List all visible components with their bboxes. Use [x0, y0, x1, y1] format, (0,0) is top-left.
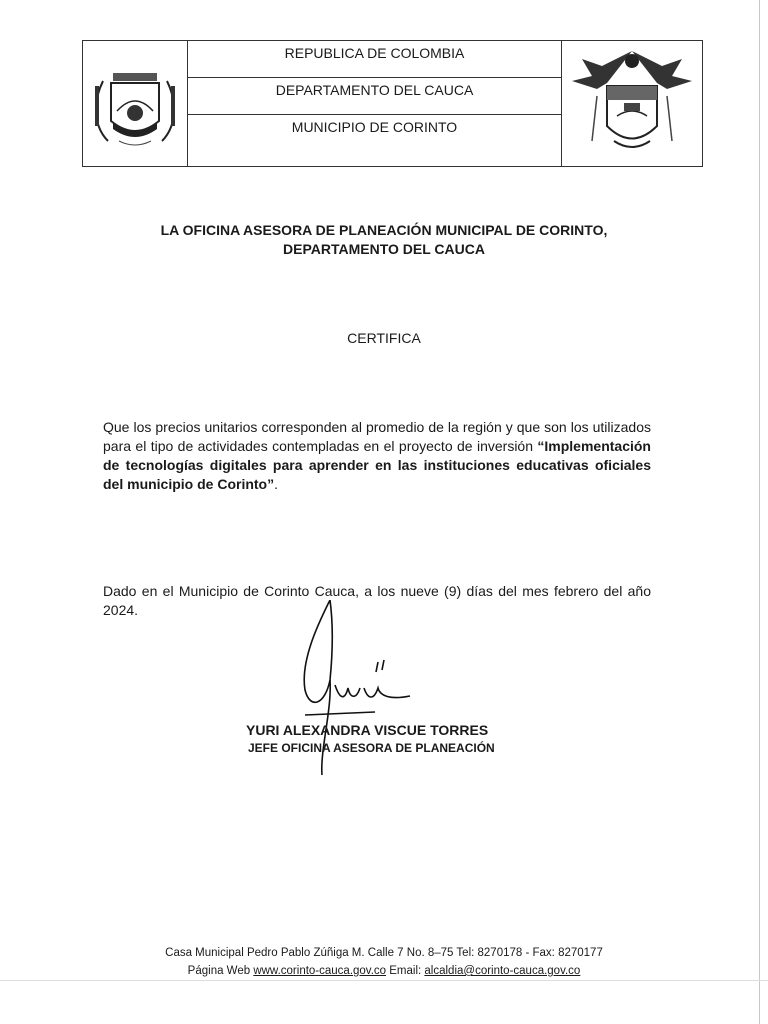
- body-paragraph-1: [103, 418, 651, 494]
- colombia-coat-of-arms-icon: [561, 41, 702, 166]
- corinto-seal-icon: [83, 41, 188, 166]
- letterhead-table: [82, 40, 703, 167]
- title-line-2: DEPARTAMENTO DEL CAUCA: [283, 241, 485, 257]
- letterhead-rows: [187, 41, 562, 166]
- website-link[interactable]: www.corinto-cauca.gov.co: [253, 965, 387, 977]
- certifica-heading: CERTIFICA: [347, 330, 421, 346]
- footer-contact: [0, 962, 768, 980]
- document-title: [0, 221, 768, 259]
- body-paragraph-2: Dado en el Municipio de Corinto Cauca, a los nueve (9) días del mes febrero del año 2024.: [103, 583, 651, 618]
- header-row-department: DEPARTAMENTO DEL CAUCA: [187, 78, 562, 115]
- footer: [0, 944, 768, 980]
- project-name: “Implementación de tecnologías digitales para aprender en las instituciones educativas oficiales del municipio de Corinto”: [103, 438, 651, 492]
- footer-web-label: Página Web: [187, 965, 254, 977]
- page-edge: [759, 0, 760, 1024]
- footer-divider: [0, 980, 768, 981]
- header-row-country: REPUBLICA DE COLOMBIA: [187, 41, 562, 78]
- header-row-municipality: MUNICIPIO DE CORINTO: [291, 119, 458, 135]
- signer-role: JEFE OFICINA ASESORA DE PLANEACIÓN: [248, 741, 495, 755]
- title-line-1: LA OFICINA ASESORA DE PLANEACIÓN MUNICIPAL DE CORINTO,: [160, 222, 608, 238]
- paragraph-1-end: .: [274, 476, 279, 492]
- footer-address: Casa Municipal Pedro Pablo Zúñiga M. Calle 7 No. 8–75 Tel: 8270178 - Fax: 8270177: [165, 947, 603, 959]
- footer-email-label: Email:: [386, 965, 425, 977]
- paragraph-1-text: Que los precios unitarios corresponden al promedio de la región y que son los utilizados para el tipo de actividades contempladas en el proyecto de inversión: [103, 419, 651, 454]
- email-link[interactable]: alcaldia@corinto-cauca.gov.co: [424, 965, 581, 977]
- signer-name: YURI ALEXANDRA VISCUE TORRES: [246, 722, 489, 738]
